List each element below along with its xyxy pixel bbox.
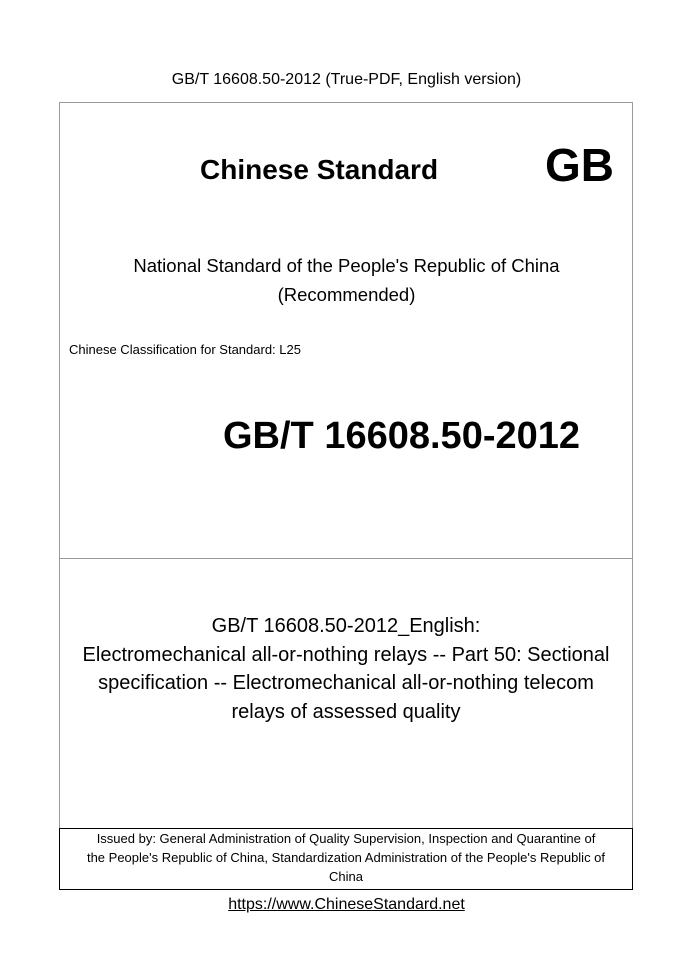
title-line: Electromechanical all-or-nothing relays -- Part 50: Sectional (82, 643, 610, 666)
website-link[interactable]: https://www.ChineseStandard.net (228, 896, 465, 913)
document-header: GB/T 16608.50-2012 (True-PDF, English version) (171, 71, 522, 88)
recommended-line: (Recommended) (277, 284, 416, 305)
national-standard-heading (0, 251, 693, 309)
issuer-text (59, 829, 633, 886)
title-line: GB/T 16608.50-2012_English: (211, 615, 481, 637)
national-standard-line: National Standard of the People's Republic of China (133, 255, 560, 276)
classification-label: Chinese Classification for Standard: L25 (69, 342, 301, 357)
title-line: relays of assessed quality (231, 700, 461, 723)
standard-code: GB/T 16608.50-2012 (223, 415, 581, 457)
issuer-line: the People's Republic of China, Standardization Administration of the People's Republic of (86, 850, 606, 865)
footer (0, 894, 693, 916)
issuer-line: China (329, 869, 363, 884)
gb-mark: GB (545, 139, 614, 191)
brand-title: Chinese Standard (200, 154, 439, 185)
issuer-line: Issued by: General Administration of Quality Supervision, Inspection and Quarantine of (96, 831, 596, 846)
title-line: specification -- Electromechanical all-or-nothing telecom (98, 672, 594, 694)
standard-title (59, 612, 633, 726)
